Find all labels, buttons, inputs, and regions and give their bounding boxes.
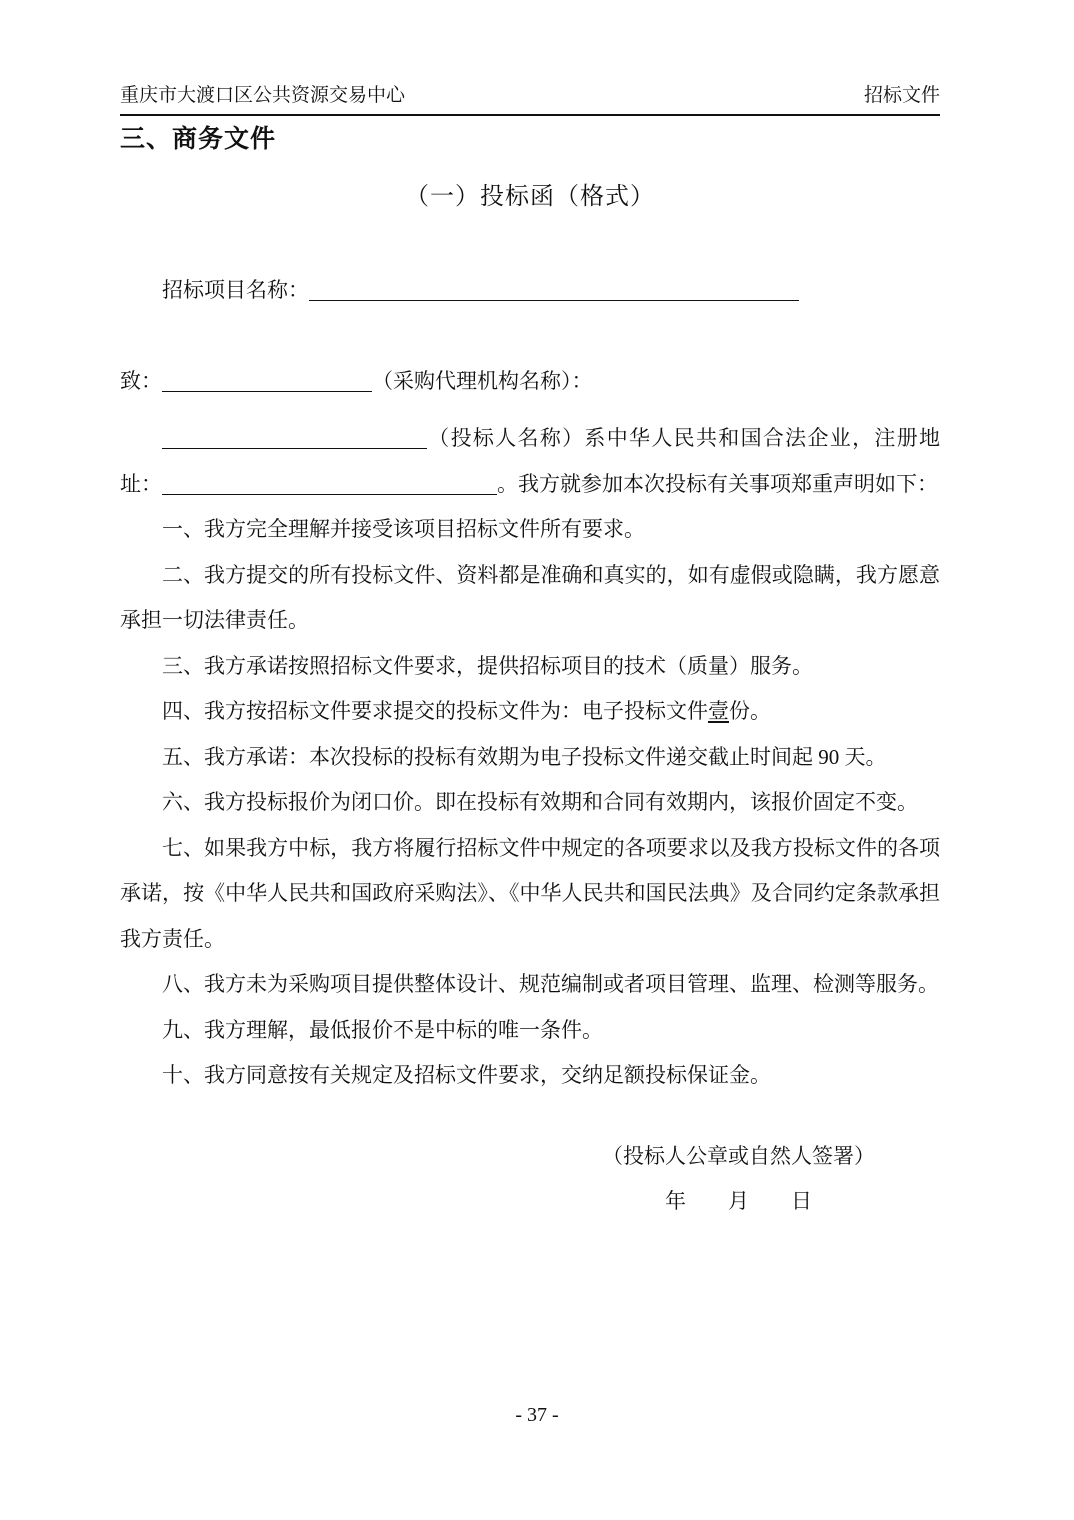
- project-name-label: 招标项目名称：: [162, 278, 309, 302]
- statement-5: 五、我方承诺：本次投标的投标有效期为电子投标文件递交截止时间起 90 天。: [162, 744, 887, 769]
- statement-2: 二、我方提交的所有投标文件、资料都是准确和真实的，如有虚假或隐瞒，我方愿意承担一切法律责任。: [120, 562, 940, 632]
- statement-9: 九、我方理解，最低报价不是中标的唯一条件。: [162, 1017, 603, 1042]
- date-line: 年 月 日: [665, 1189, 812, 1213]
- registered-address-blank-line: [162, 481, 497, 495]
- page-number: - 37 -: [515, 1404, 559, 1426]
- project-name-line: [120, 276, 940, 304]
- header-doc-type-text: 招标文件: [863, 85, 940, 106]
- agency-name-note: （采购代理机构名称）：: [372, 369, 593, 393]
- bidder-name-blank-line: [162, 435, 427, 449]
- declaration-intro: [120, 416, 940, 507]
- page-header: [120, 84, 940, 116]
- signature-block: [602, 1134, 875, 1225]
- bid-copies-underlined-text: 壹: [708, 699, 729, 723]
- statement-6: 六、我方投标报价为闭口价。即在投标有效期和合同有效期内，该报价固定不变。: [162, 790, 918, 814]
- statement-1: 一、我方完全理解并接受该项目招标文件所有要求。: [162, 517, 645, 541]
- statement-4: [120, 689, 940, 735]
- document-title: （一）投标函（格式）: [405, 184, 655, 210]
- agency-name-blank-line: [162, 378, 372, 392]
- statement-7: 七、如果我方中标，我方将履行招标文件中规定的各项要求以及我方投标文件的各项承诺，按《中华人民共和国政府采购法》、《中华人民共和国民法典》及合同约定条款承担我方责任。: [120, 835, 940, 951]
- bidder-declaration-text: （投标人名称）系中华人民共和国合法企业，注册地址：: [120, 426, 940, 496]
- header-org-text: 重庆市大渡口区公共资源交易中心: [120, 85, 406, 106]
- statement-4-prefix: 四、我方按招标文件要求提交的投标文件为：电子投标文件: [162, 699, 708, 723]
- addressee-line: [120, 367, 940, 395]
- statement-3: 三、我方承诺按照招标文件要求，提供招标项目的技术（质量）服务。: [162, 653, 813, 678]
- statement-10: 十、我方同意按有关规定及招标文件要求，交纳足额投标保证金。: [162, 1063, 771, 1087]
- statement-4-suffix: 份。: [729, 699, 771, 723]
- declaration-intro-text: 。我方就参加本次投标有关事项郑重声明如下：: [497, 471, 938, 496]
- to-label: 致：: [120, 369, 162, 393]
- project-name-blank-line: [309, 287, 799, 301]
- declaration-body: [120, 416, 940, 1099]
- section-heading: 三、商务文件: [120, 126, 277, 153]
- stamp-signature-note: （投标人公章或自然人签署）: [602, 1143, 875, 1168]
- statement-8: 八、我方未为采购项目提供整体设计、规范编制或者项目管理、监理、检测等服务。: [162, 972, 939, 996]
